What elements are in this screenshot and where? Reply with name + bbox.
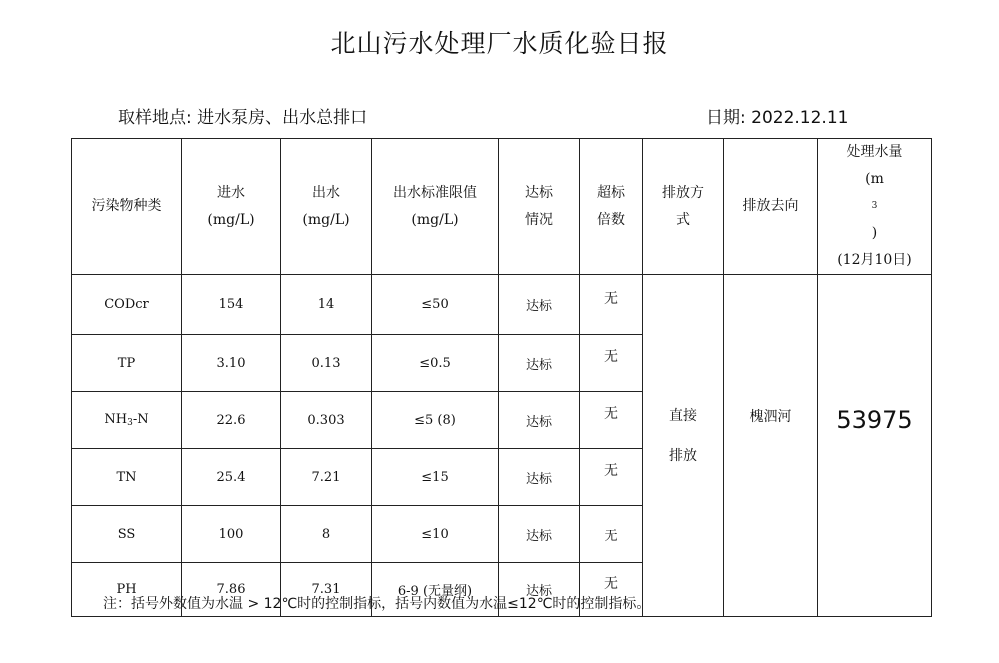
exceed-cell: 无 bbox=[580, 563, 643, 617]
sampling-location: 取样地点: 进水泵房、出水总排口 bbox=[118, 108, 368, 128]
table-row bbox=[72, 275, 932, 335]
limit-cell: ≤50 bbox=[372, 275, 499, 335]
status-cell: 达标 bbox=[499, 275, 580, 335]
header-limit: 出水标准限值 (mg/L) bbox=[372, 139, 499, 275]
pollutant-cell: PH bbox=[72, 563, 182, 617]
influent-cell: 7.86 bbox=[182, 563, 281, 617]
limit-cell: 6-9 (无量纲) bbox=[372, 563, 499, 617]
effluent-cell: 7.31 bbox=[281, 563, 372, 617]
status-cell: 达标 bbox=[499, 392, 580, 449]
influent-cell: 154 bbox=[182, 275, 281, 335]
exceed-cell: 无 bbox=[580, 392, 643, 449]
effluent-cell: 14 bbox=[281, 275, 372, 335]
treated-volume-cell: 53975 bbox=[818, 275, 932, 617]
disposal-destination-cell: 槐泗河 bbox=[724, 275, 818, 617]
limit-cell: ≤10 bbox=[372, 506, 499, 563]
water-quality-table bbox=[71, 138, 932, 617]
effluent-cell: 0.13 bbox=[281, 335, 372, 392]
influent-cell: 3.10 bbox=[182, 335, 281, 392]
influent-cell: 100 bbox=[182, 506, 281, 563]
exceed-cell: 无 bbox=[580, 506, 643, 563]
limit-cell: ≤5 (8) bbox=[372, 392, 499, 449]
pollutant-cell: $NH_3-N$ bbox=[72, 392, 182, 449]
header-status: 达标 情况 bbox=[499, 139, 580, 275]
influent-cell: 25.4 bbox=[182, 449, 281, 506]
header-influent: 进水 (mg/L) bbox=[182, 139, 281, 275]
pollutant-cell: SS bbox=[72, 506, 182, 563]
effluent-cell: 0.303 bbox=[281, 392, 372, 449]
header-pollutant: 污染物种类 bbox=[72, 139, 182, 275]
header-destination: 排放去向 bbox=[724, 139, 818, 275]
disposal-method-cell: 直接 排放 bbox=[643, 275, 724, 617]
footnote: 注：括号外数值为水温 > 12℃时的控制指标，括号内数值为水温≤12℃时的控制指标。 bbox=[103, 596, 651, 612]
effluent-cell: 7.21 bbox=[281, 449, 372, 506]
report-date: 日期: 2022.12.11 bbox=[706, 108, 849, 128]
header-effluent: 出水 (mg/L) bbox=[281, 139, 372, 275]
effluent-cell: 8 bbox=[281, 506, 372, 563]
header-row bbox=[72, 139, 932, 275]
status-cell: 达标 bbox=[499, 563, 580, 617]
header-method: 排放方 式 bbox=[643, 139, 724, 275]
pollutant-cell: TN bbox=[72, 449, 182, 506]
header-exceed: 超标 倍数 bbox=[580, 139, 643, 275]
pollutant-cell: CODcr bbox=[72, 275, 182, 335]
status-cell: 达标 bbox=[499, 506, 580, 563]
exceed-cell: 无 bbox=[580, 449, 643, 506]
exceed-cell: 无 bbox=[580, 335, 643, 392]
influent-cell: 22.6 bbox=[182, 392, 281, 449]
status-cell: 达标 bbox=[499, 335, 580, 392]
limit-cell: ≤15 bbox=[372, 449, 499, 506]
exceed-cell: 无 bbox=[580, 275, 643, 335]
limit-cell: ≤0.5 bbox=[372, 335, 499, 392]
status-cell: 达标 bbox=[499, 449, 580, 506]
header-volume: 处理水量 (m 3 ) (12月10日) bbox=[818, 139, 932, 275]
pollutant-cell: TP bbox=[72, 335, 182, 392]
report-title: 北山污水处理厂水质化验日报 bbox=[330, 29, 669, 58]
